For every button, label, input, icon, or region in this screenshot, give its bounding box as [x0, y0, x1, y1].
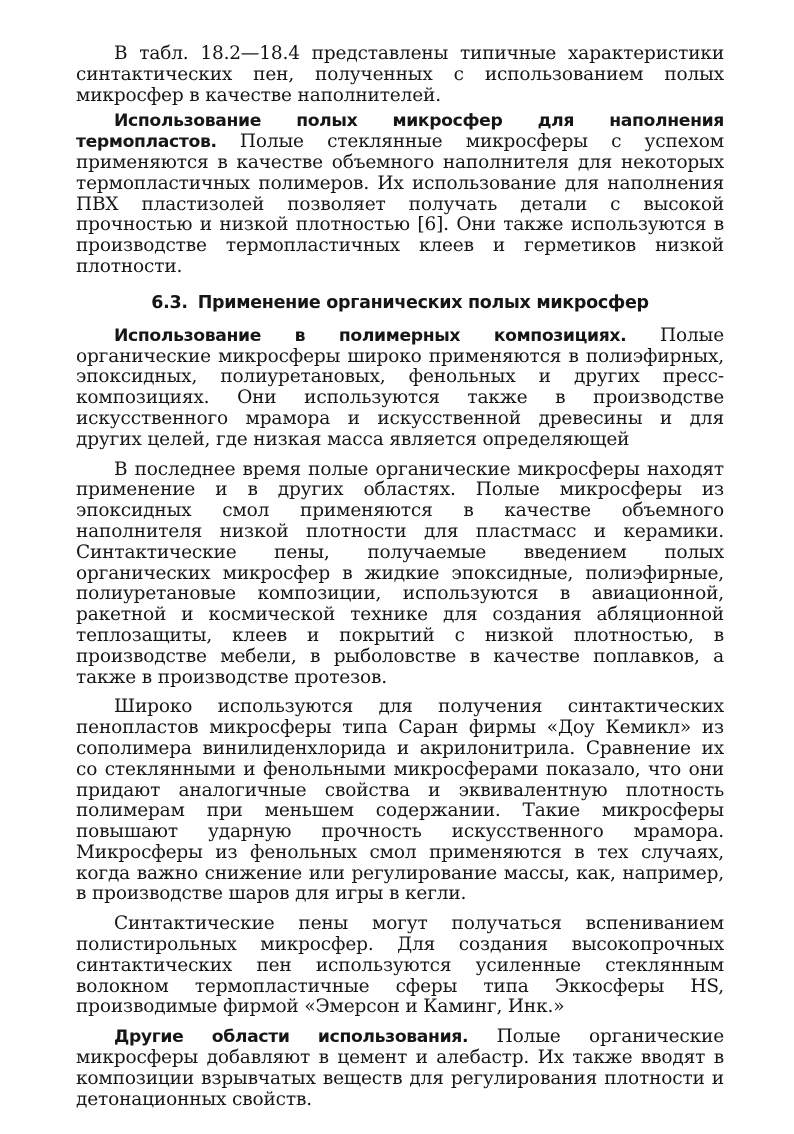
paragraph-lead-thermoplastics: Использование полых микросфер для наполнения термопластов. [76, 111, 724, 153]
paragraph-polystyrene-microspheres: Синтактические пены могут получаться вспениванием полистирольных микросфер. Для создания высокопрочных синтактических пен используются усиленные стеклянным волокном термопластичные сферы типа Эккосферы HS, производимые фирмой «Эмерсон и Каминг, Инк.» [76, 913, 724, 1018]
paragraph-polymer-compositions [76, 326, 724, 451]
section-number: 6.3. [151, 292, 188, 313]
paragraph-thermoplastics [76, 111, 724, 277]
paragraph-other-applications: В последнее время полые органические микросферы находят применение и в других областях. Полые микросферы из эпоксидных смол применяются в качестве объемного наполнителя низкой плотности для пластмасс и керамики. Синтактические пены, получаемые введением полых органических микросфер в жидкие эпоксидные, полиэфирные, полиуретановые композиции, используются в авиационной, ракетной и космической технике для создания абляционной теплозащиты, клеев и покрытий с низкой плотностью, в производстве мебели, в рыболовстве в качестве поплавков, а также в производстве протезов. [76, 458, 724, 688]
paragraph-other-uses [76, 1027, 724, 1110]
paragraph-body-other-uses: Полые органические микросферы добавляют в цемент и алебастр. Их также вводят в композиции взрывчатых веществ для регулирования плотности и детонационных свойств. [76, 1026, 725, 1110]
paragraph-body-thermoplastics: Полые стеклянные микросферы с успехом применяются в качестве объемного наполнителя для некоторых термопластичных полимеров. Их использование для наполнения ПВХ пластизолей позволяет получать детали с высокой прочностью и низкой плотностью [6]. Они также используются в производстве термопластичных клеев и герметиков низкой плотности. [76, 131, 724, 277]
paragraph-body-polymer-compositions: Полые органические микросферы широко применяются в полиэфирных, эпоксидных, полиуретановых, фенольных и других пресс-композициях. Они используются также в производстве искусственного мрамора и искусственной древесины и для других целей, где низкая масса является определяющей [76, 324, 724, 450]
document-page [76, 44, 724, 1110]
paragraph-lead-polymer-compositions: Использование в полимерных композициях. [114, 325, 627, 346]
paragraph-saran-microspheres: Широко используются для получения синтактических пенопластов микросферы типа Саран фирмы «Доу Кемикл» из сополимера винилиденхлорида и акрилонитрила. Сравнение их со стеклянными и фенольными микросферами показало, что они придают аналогичные свойства и эквивалентную плотность полимерам при меньшем содержании. Такие микросферы повышают ударную прочность искусственного мрамора. Микросферы из фенольных смол применяются в тех случаях, когда важно снижение или регулирование массы, как, например, в производстве шаров для игры в кегли. [76, 696, 724, 905]
paragraph-lead-other-uses: Другие области использования. [114, 1027, 469, 1048]
section-title: Применение органических полых микросфер [197, 292, 649, 313]
paragraph-tables-reference: В табл. 18.2—18.4 представлены типичные характеристики синтактических пен, полученных с использованием полых микросфер в качестве наполнителей. [76, 43, 724, 106]
section-heading [76, 292, 724, 314]
